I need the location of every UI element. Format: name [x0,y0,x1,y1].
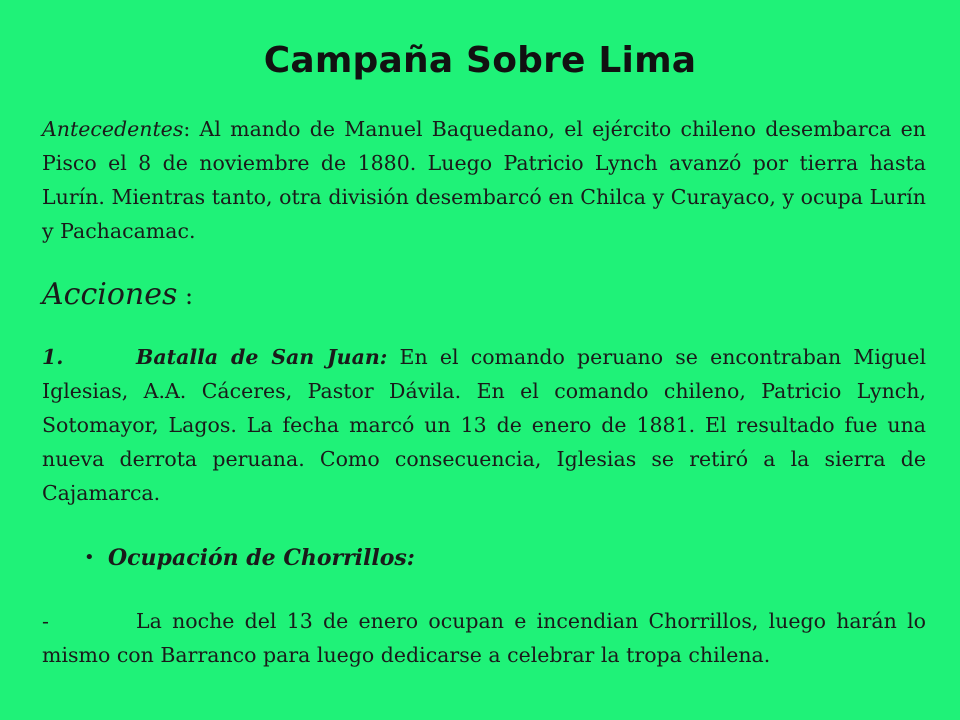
acciones-heading [42,273,193,318]
dash-marker: - [42,609,49,633]
chorrillos-bullet [84,540,415,577]
antecedentes-paragraph [42,112,926,248]
antecedentes-text: : Al mando de Manuel Baquedano, el ejército chileno desembarca en Pisco el 8 de noviembre de 1880. Luego Patricio Lynch avanzó por tierra hasta Lurín. Mientras tanto, otra división desembarcó en Chilca y Curayaco, y ocupa Lurín y Pachacamac. [42,117,926,243]
acciones-label: Acciones [42,277,178,312]
chorrillos-label: Ocupación de Chorrillos: [108,545,415,571]
item-number: 1. [42,345,64,369]
batalla-san-juan-text: En el comando peruano se encontraban Miguel Iglesias, A.A. Cáceres, Pastor Dávila. En el comando chileno, Patricio Lynch, Sotomayor, Lagos. La fecha marcó un 13 de enero de 1881. El resultado fue una nueva derrota peruana. Como consecuencia, Iglesias se retiró a la sierra de Cajamarca. [42,345,926,505]
batalla-san-juan-paragraph [42,340,926,510]
chorrillos-paragraph [42,604,926,672]
slide-title: Campaña Sobre Lima [263,40,697,81]
chorrillos-text: La noche del 13 de enero ocupan e incendian Chorrillos, luego harán lo mismo con Barranco para luego dedicarse a celebrar la tropa chilena. [42,609,926,667]
bullet-icon: • [84,547,95,568]
antecedentes-label: Antecedentes [42,117,184,141]
batalla-san-juan-label: Batalla de San Juan: [136,345,388,369]
acciones-colon: : [177,282,194,310]
